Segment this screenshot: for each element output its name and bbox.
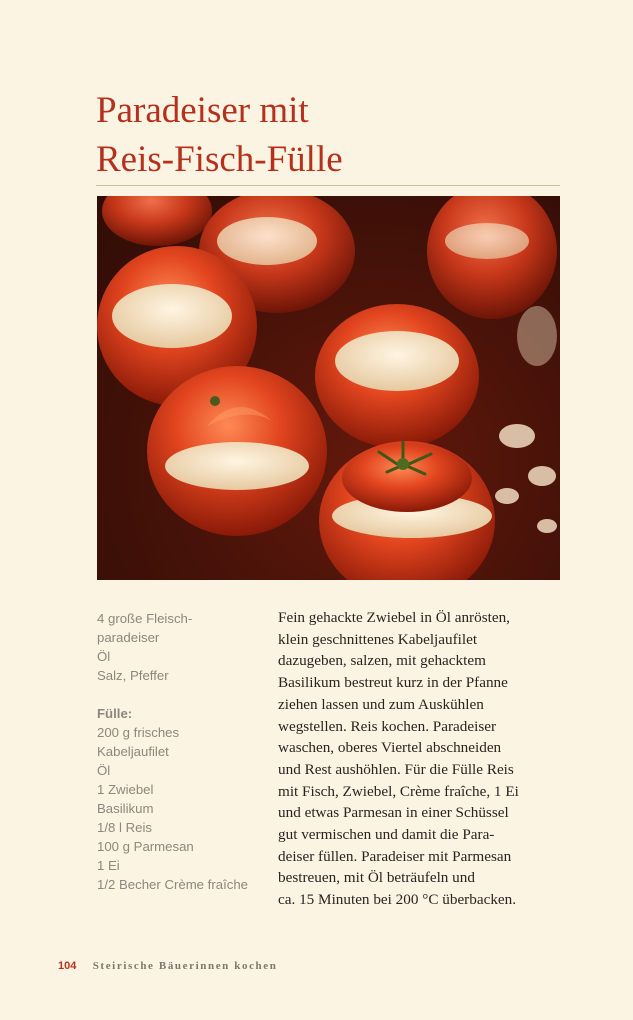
ingredient-item: 4 große Fleisch-: [97, 611, 193, 626]
method-line: ziehen lassen und zum Auskühlen: [278, 695, 484, 713]
filling-ingredient-item: 1 Ei: [97, 858, 120, 873]
preparation-text: [278, 607, 568, 911]
recipe-title-line-1: Paradeiser mit: [96, 90, 309, 131]
method-line: gut vermischen und damit die Para-: [278, 826, 495, 844]
method-line: und etwas Parmesan in einer Schüssel: [278, 804, 509, 822]
method-line: Fein gehackte Zwiebel in Öl anrösten,: [278, 609, 510, 626]
method-line: waschen, oberes Viertel abschneiden: [278, 739, 502, 757]
filling-ingredient-item: 1/8 l Reis: [97, 820, 152, 835]
method-line: Basilikum bestreut kurz in der Pfanne: [278, 674, 508, 692]
page-footer: [58, 960, 277, 972]
tomato-right: [315, 304, 479, 448]
recipe-title-line-2: Reis-Fisch-Fülle: [96, 139, 343, 180]
method-line: klein geschnittenes Kabeljaufilet: [278, 630, 478, 648]
filling-ingredient-item: Öl: [97, 763, 111, 778]
recipe-title: [96, 86, 576, 184]
filling-ingredient-item: 1/2 Becher Crème fraîche: [97, 877, 248, 892]
filling-ingredient-item: 100 g Parmesan: [97, 839, 194, 854]
title-divider: [96, 185, 560, 186]
filling-ingredient-item: 1 Zwiebel: [97, 782, 154, 797]
method-line: mit Fisch, Zwiebel, Crème fraîche, 1 Ei: [278, 782, 519, 800]
tomato-front-left: [147, 366, 327, 536]
method-line: ca. 15 Minuten bei 200 °C überbacken.: [278, 891, 517, 909]
ingredient-item: paradeiser: [97, 630, 160, 645]
ingredient-item: Öl: [97, 649, 111, 664]
method-line: wegstellen. Reis kochen. Paradeiser: [278, 717, 497, 735]
method-line: und Rest aushöhlen. Für die Fülle Reis: [278, 760, 514, 778]
ingredient-item: Salz, Pfeffer: [97, 668, 169, 683]
filling-ingredient-item: 200 g frisches: [97, 725, 180, 740]
method-line: deiser füllen. Paradeiser mit Parmesan: [278, 847, 512, 865]
method-line: bestreuen, mit Öl beträufeln und: [278, 869, 475, 887]
filling-ingredient-item: Basilikum: [97, 801, 154, 816]
method-line: dazugeben, salzen, mit gehacktem: [278, 652, 486, 670]
page-number: 104: [58, 960, 77, 972]
recipe-photo: [97, 196, 560, 580]
filling-ingredient-item: Kabeljaufilet: [97, 744, 169, 759]
ingredient-list: [97, 609, 267, 894]
filling-heading: Fülle:: [97, 706, 133, 721]
book-title: Steirische Bäuerinnen kochen: [92, 960, 278, 972]
